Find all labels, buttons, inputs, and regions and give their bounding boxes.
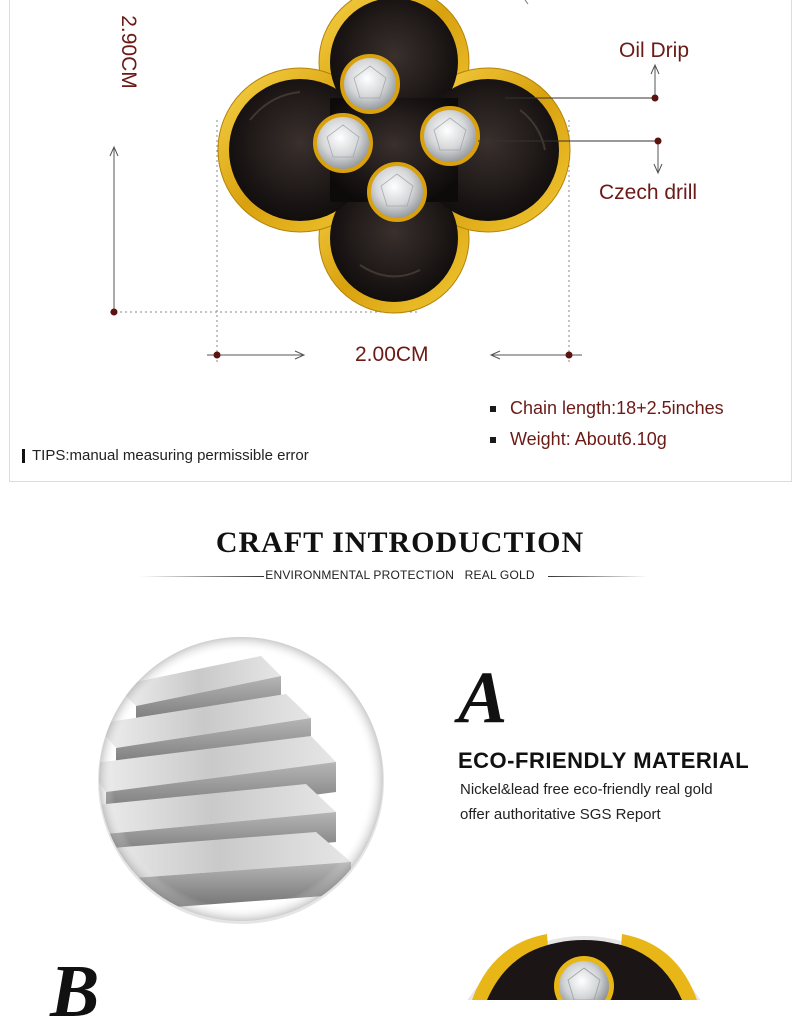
chain-length-item	[490, 398, 724, 419]
width-marker-left	[214, 352, 221, 359]
bullet-icon	[490, 437, 496, 443]
clover-pendant	[218, 0, 570, 313]
tips-bar-icon	[22, 449, 25, 463]
chain-length-text: Chain length:18+2.5inches	[510, 398, 724, 418]
section-a-line-2: offer authoritative SGS Report	[460, 806, 661, 823]
top-stub	[525, 0, 528, 4]
oil-drip-label: Oil Drip	[619, 39, 690, 62]
weight-text: Weight: About6.10g	[510, 429, 667, 449]
weight-item	[490, 429, 667, 450]
czech-drill-label: Czech drill	[599, 181, 698, 204]
silver-bars-image	[96, 636, 388, 928]
craft-subtitle: ENVIRONMENTAL PROTECTION REAL GOLD	[265, 568, 535, 582]
height-marker	[111, 309, 118, 316]
section-a-heading: ECO-FRIENDLY MATERIAL	[458, 748, 750, 773]
tips-text: TIPS:manual measuring permissible error	[32, 447, 309, 464]
height-arrow	[110, 147, 118, 312]
width-marker-right	[566, 352, 573, 359]
section-a-line-1: Nickel&lead free eco-friendly real gold	[460, 781, 713, 798]
tips-note	[22, 447, 309, 464]
pendant-closeup-image	[452, 934, 722, 1000]
height-label: 2.90CM	[117, 15, 140, 89]
width-label: 2.00CM	[355, 343, 429, 366]
section-b-letter: B	[50, 951, 100, 1033]
section-a-letter: A	[458, 657, 508, 739]
craft-title: CRAFT INTRODUCTION	[215, 526, 585, 559]
bullet-icon	[490, 406, 496, 412]
